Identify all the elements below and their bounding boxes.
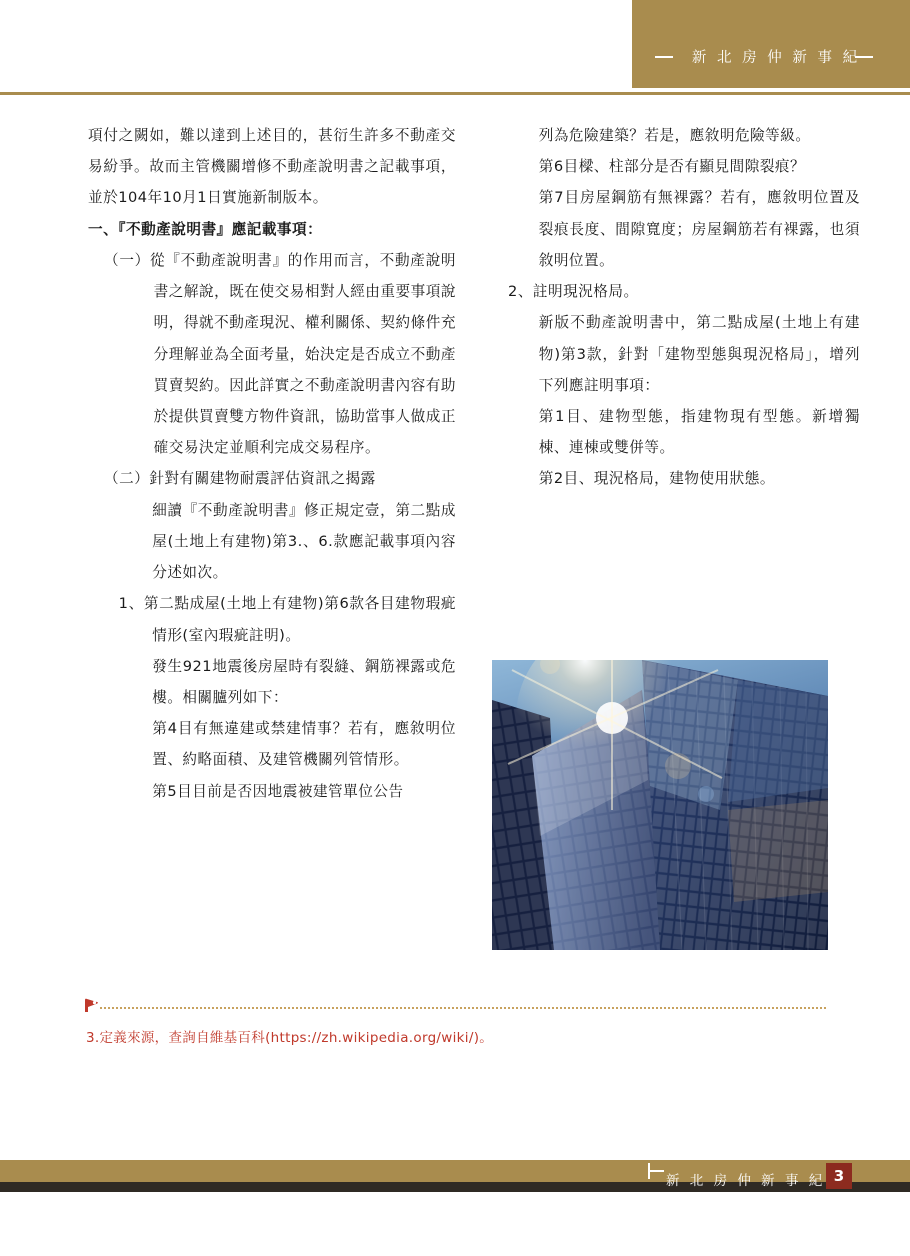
paragraph: 第5目目前是否因地震被建管單位公告: [152, 782, 404, 800]
paragraph: 新版不動產說明書中，第二點成屋(土地上有建物)第3款，針對「建物型態與現況格局」，增列下列應註明事項：: [538, 314, 860, 394]
right-column: [492, 120, 860, 495]
paragraph: 第2目、現況格局，建物使用狀態。: [538, 470, 775, 488]
glass-skyscraper-photo: [492, 660, 828, 950]
paragraph-text: 2、註明現況格局。: [508, 283, 639, 301]
paragraph: [88, 245, 456, 464]
paragraph: 第1目、建物型態，指建物現有型態。新增獨棟、連棟或雙併等。: [538, 407, 860, 457]
paragraph: 第4目有無違建或禁建情事？若有，應敘明位置、約略面積、及建管機關列管情形。: [152, 720, 456, 769]
section-heading: 一、『不動產說明書』應記載事項：: [88, 220, 323, 238]
paragraph: 列為危險建築？若是，應敘明危險等級。: [538, 127, 811, 144]
paragraph: 項付之闕如，難以達到上述目的，甚衍生許多不動產交易紛爭。故而主管機關增修不動產說明書之記載事項，並於104年10月1日實施新制版本。: [88, 127, 456, 207]
footer-title: 新 北 房 仲 新 事 紀: [666, 1173, 826, 1189]
paragraph: [88, 463, 456, 494]
paragraph: 發生921地震後房屋時有裂縫、鋼筋裸露或危樓。相關臚列如下：: [152, 657, 456, 706]
paragraph: 細讀『不動產說明書』修正規定壹，第二點成屋(土地上有建物)第3.、6.款應記載事項內容分述如次。: [152, 501, 456, 582]
paragraph-text: （一）從『不動產說明書』的作用而言，不動產說明書之解說，既在使交易相對人經由重要事項說明，得就不動產現況、權利關係、契約條件充分理解並為全面考量，始決定是否成立不動產買賣契約。因此詳實之不動產說明書內容有助於提供買賣雙方物件資訊，協助當事人做成正確交易決定並順利完成交易程序。: [104, 251, 456, 457]
paragraph-text: （二）針對有關建物耐震評估資訊之揭露: [104, 470, 376, 488]
footnote-flag-icon: [82, 996, 102, 1016]
footnote-text: 3.定義來源，查詢自維基百科(https://zh.wikipedia.org/wiki/)。: [86, 1030, 494, 1046]
left-column: [88, 120, 456, 807]
paragraph: [88, 588, 456, 650]
header-title: 新 北 房 仲 新 事 紀: [691, 49, 861, 66]
footnote-divider: [100, 1007, 826, 1009]
paragraph: 第6目樑、柱部分是否有顯見間隙裂痕？: [538, 158, 806, 176]
photo-graphic: [492, 660, 828, 950]
paragraph: [492, 276, 860, 307]
footer-tick-line-icon: [648, 1170, 664, 1172]
page-number: 3: [826, 1163, 852, 1189]
paragraph-text: 1、第二點成屋(土地上有建物)第6款各目建物瑕疵情形(室內瑕疵註明)。: [118, 595, 456, 644]
paragraph: 第7目房屋鋼筋有無裸露？若有，應敘明位置及裂痕長度、間隙寬度；房屋鋼筋若有裸露，也須敘明位置。: [538, 189, 860, 269]
header-rule: [0, 92, 910, 95]
